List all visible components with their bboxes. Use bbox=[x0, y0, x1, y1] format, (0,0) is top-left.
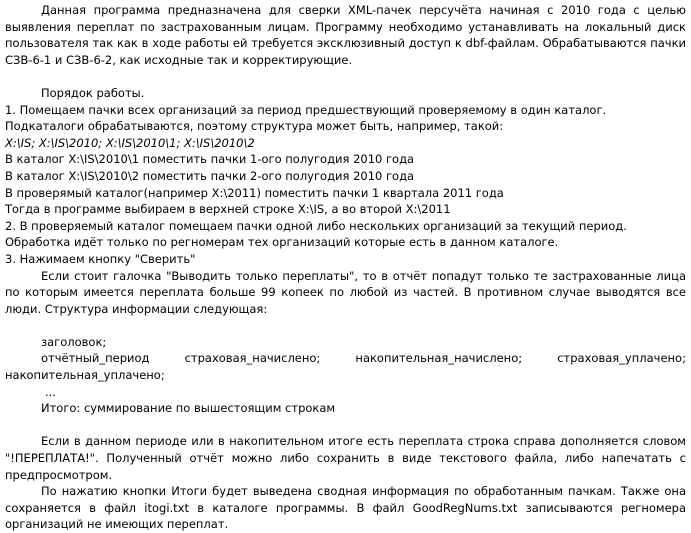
step-1-line-a: В каталог X:\IS\2010\1 поместить пачки 1-ого полугодия 2010 года bbox=[5, 152, 415, 167]
step-2-note: Обработка идёт только по регномерам тех организаций которые есть в данном каталоге. bbox=[5, 235, 559, 250]
step-3 bbox=[5, 251, 686, 317]
field-funded-accrued: накопительная_начислено; bbox=[355, 351, 523, 366]
structure-tail bbox=[5, 384, 686, 417]
intro-paragraph: Данная программа предназначена для сверки XML-пачек персучёта начиная с 2010 года с целью выявления переплат по застрахованным лицам. Программу необходимо устанавливать на локальный диск пользователя так как в ходе работы ей требуется эксклюзивный доступ к dbf-файлам. Обрабатываются пачки СЗВ-6-1 и СЗВ-6-2, как исходные так и корректирующие. bbox=[5, 3, 686, 67]
structure-header: заголовок; bbox=[41, 334, 107, 349]
spacer bbox=[5, 68, 686, 85]
structure-ellipsis: ... bbox=[45, 384, 56, 399]
field-insurance-paid: страховая_уплачено; bbox=[557, 351, 686, 366]
overpay-paragraph: Если в данном периоде или в накопительном итоге есть переплата строка справа дополняется словом "!ПЕРЕПЛАТА!". Полученный отчёт можно либо сохранить в виде текстового файла, либо напечатать с предпросмотром. bbox=[5, 434, 686, 482]
step-1-subdirs-note: Подкаталоги обрабатываются, поэтому структура может быть, например, такой: bbox=[5, 119, 504, 134]
structure-total: Итого: суммирование по вышестоящим строкам bbox=[41, 401, 336, 416]
step-2-title: 2. В проверяемый каталог помещаем пачки одной либо нескольких организаций за текущий период. bbox=[5, 218, 627, 233]
step-1-path-example: X:\IS; X:\IS\2010; X:\IS\2010\1; X:\IS\2010\2 bbox=[5, 135, 255, 150]
structure-fields bbox=[5, 350, 686, 383]
field-insurance-accrued: страховая_начислено; bbox=[184, 351, 321, 366]
spacer bbox=[5, 417, 686, 434]
field-period: отчётный_период bbox=[41, 351, 150, 366]
step-1-title: 1. Помещаем пачки всех организаций за период предшествующий проверяемому в один каталог. bbox=[5, 102, 607, 117]
step-3-description: Если стоит галочка "Выводить только переплаты", то в отчёт попадут только те застрахованные лица по которым имеется переплата больше 99 копеек по любой из частей. В противном случае выводятся все люди. Структура информации следующая: bbox=[5, 268, 686, 316]
totals-paragraph: По нажатию кнопки Итоги будет выведена сводная информация по обработанным пачкам. Также она сохраняется в файл itogi.txt в каталоге программы. В файл GoodRegNums.txt записываются регномера организаций не имеющих переплат. bbox=[5, 484, 686, 532]
step-2 bbox=[5, 218, 686, 251]
step-1-line-b: В каталог X:\IS\2010\2 поместить пачки 2-ого полугодия 2010 года bbox=[5, 168, 415, 183]
step-3-title: 3. Нажимаем кнопку "Сверить" bbox=[5, 251, 196, 266]
step-1 bbox=[5, 102, 686, 218]
structure-fields-row bbox=[5, 350, 686, 367]
spacer bbox=[5, 317, 686, 334]
help-document bbox=[5, 2, 686, 533]
step-1-line-c: В проверямый каталог(например X:\2011) поместить пачки 1 квартала 2011 года bbox=[5, 185, 504, 200]
structure-block bbox=[5, 334, 686, 351]
field-funded-paid: накопительная_уплачено; bbox=[5, 368, 165, 383]
order-heading: Порядок работы. bbox=[41, 85, 145, 100]
step-1-line-d: Тогда в программе выбираем в верхней строке X:\IS, а во второй X:\2011 bbox=[5, 202, 451, 217]
